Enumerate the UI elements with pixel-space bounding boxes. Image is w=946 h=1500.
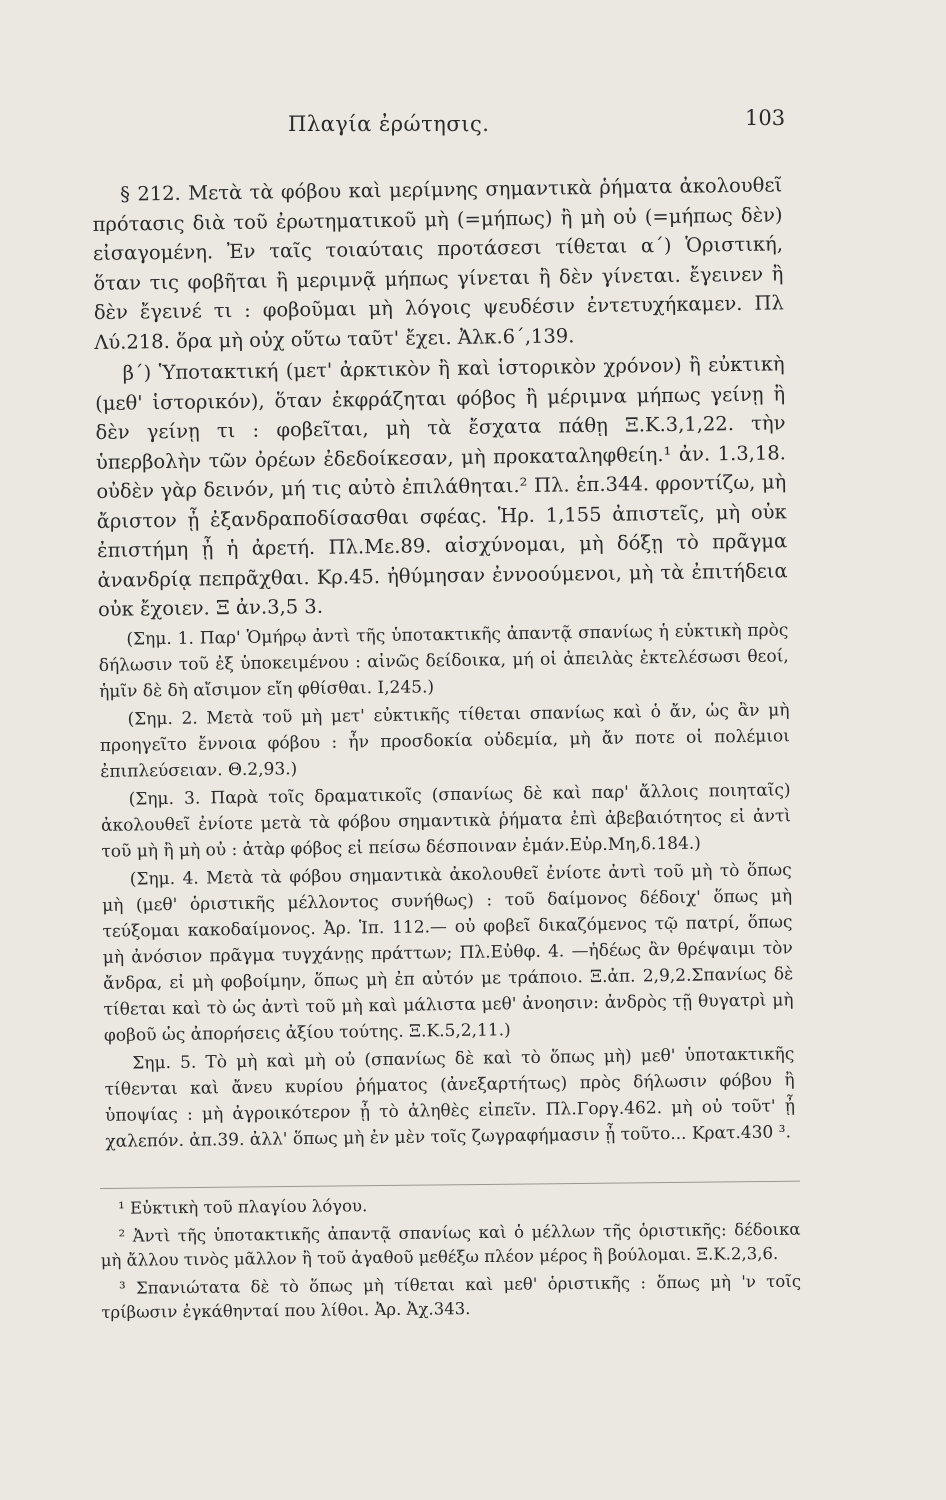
remark-4: (Σημ. 4. Μετὰ τὰ φόβου σημαντικὰ ἀκολουθεῖ ἐνίοτε ἀντὶ τοῦ μὴ τὸ ὅπως μὴ (μεθ' ὁριστικῆς μέλλοντος συνήθως) : τοῦ δαίμονος δέδοιχ' ὅπως μὴ τεύξομαι κακοδαίμονος. Ἀρ. Ἱπ. 112.— οὐ φοβεῖ δικαζόμενος τῷ πατρί, ὅπως μὴ ἀνόσιον πρᾶγμα τυγχάνῃς πράττων; Πλ.Εὐθφ. 4. —ἠδέως ἂν θρέψαιμι τὸν ἄνδρα, εἰ μὴ φοβοίμην, ὅπως μὴ ἐπ αὐτόν με τράποιο. Ξ.ἀπ. 2,9,2.Σπανίως δὲ τίθεται καὶ τὸ ὡς ἀντὶ τοῦ μὴ καὶ μάλιστα μεθ' ἀνοησιν: ἀνδρὸς τῇ θυγατρὶ μὴ φοβοῦ ὡς ἀπορήσεις ἀξίου τούτης. Ξ.Κ.5,2,11.) xyxy=(101,859,794,1046)
remarks xyxy=(98,617,795,1155)
footnotes xyxy=(100,1181,801,1329)
remark-2: (Σημ. 2. Μετὰ τοῦ μὴ μετ' εὐκτικῆς τίθεται σπανίως καὶ ὁ ἄν, ὡς ἂν μὴ προηγεῖτο ἔννοια φόβου : ἦν προσδοκία οὐδεμία, μὴ ἄν ποτε οἱ πολέμιοι ἐπιπλεύσειαν. Θ.2,93.) xyxy=(99,699,790,782)
paragraph-212: § 212. Μετὰ τὰ φόβου καὶ μερίμνης σημαντικὰ ῥήματα ἀκολουθεῖ πρότασις διὰ τοῦ ἐρωτηματικοῦ μὴ (=μήπως) ἢ μὴ οὐ (=μήπως δὲν) εἰσαγομένη. Ἐν ταῖς τοιαύταις προτάσεσι τίθεται α΄) Ὁριστική, ὅταν τις φοβῆται ἢ μεριμνᾷ μήπως γίνεται ἢ δὲν γίνεται. ἔγεινεν ἢ δὲν ἔγεινέ τι : φοβοῦμαι μὴ λόγοις ψευδέσιν ἐντετυχήκαμεν. Πλ Λύ.218. ὅρα μὴ οὐχ οὕτω ταῦτ' ἔχει. Ἀλκ.6΄,139. xyxy=(92,173,784,354)
remark-1: (Σημ. 1. Παρ' Ὁμήρῳ ἀντὶ τῆς ὑποτακτικῆς ἀπαντᾷ σπανίως ἡ εὐκτικὴ πρὸς δήλωσιν τοῦ ἐξ ὑποκειμένου : αἰνῶς δείδοικα, μή οἱ ἀπειλὰς ἐκτελέσωσι θεοί, ἡμῖν δὲ δὴ αἴσιμον εἴη φθίσθαι. Ι,245.) xyxy=(98,619,789,702)
remark-5: Σημ. 5. Τὸ μὴ καὶ μὴ οὐ (σπανίως δὲ καὶ τὸ ὅπως μὴ) μεθ' ὑποτακτικῆς τίθενται καὶ ἄνευ κυρίου ῥήματος (ἀνεξαρτήτως) πρὸς δήλωσιν φόβου ἢ ὑποψίας : μὴ ἀγροικότερον ᾖ τὸ ἀληθὲς εἰπεῖν. Πλ.Γοργ.462. μὴ οὐ τοῦτ' ᾖ χαλεπόν. ἀπ.39. ἀλλ' ὅπως μὴ ἐν μὲν τοῖς ζωγραφήμασιν ᾖ τοῦτο... Κρατ.430 ³. xyxy=(104,1043,796,1152)
main-text xyxy=(92,170,796,1156)
page-number: 103 xyxy=(745,106,786,130)
footnote-1: ¹ Εὐκτικὴ τοῦ πλαγίου λόγου. xyxy=(118,1196,368,1218)
paragraph-b: β΄) Ὑποτακτική (μετ' ἀρκτικὸν ἢ καὶ ἱστορικὸν χρόνον) ἢ εὐκτικὴ (μεθ' ἱστορικόν), ὅταν ἐκφράζηται φόβος ἢ μέριμνα μήπως γείνῃ ἢ δὲν γείνῃ τι : φοβεῖται, μὴ τὰ ἔσχατα πάθῃ Ξ.Κ.3,1,22. τὴν ὑπερβολὴν τῶν ὀρέων ἐδεδοίκεσαν, μὴ προκαταληφθείη.¹ ἀν. 1.3,18. οὐδὲν γὰρ δεινόν, μή τις αὐτὸ ἐπιλάθηται.² Πλ. ἐπ.344. φροντίζω, μὴ ἄριστον ᾖ ἐξανδραποδίσασθαι σφέας. Ἡρ. 1,155 ἀπιστεῖς, μὴ οὐκ ἐπιστήμη ᾖ ἡ ἀρετή. Πλ.Με.89. αἰσχύνομαι, μὴ δόξῃ τὸ πρᾶγμα ἀνανδρίᾳ πεπρᾶχθαι. Κρ.45. ἠθύμησαν ἐννοούμενοι, μὴ τὰ ἐπιτήδεια οὐκ ἔχοιεν. Ξ ἀν.3,5 3. xyxy=(94,352,788,621)
remark-3: (Σημ. 3. Παρὰ τοῖς δραματικοῖς (σπανίως δὲ καὶ παρ' ἄλλοις ποιηταῖς) ἀκολουθεῖ ἐνίοτε μετὰ τὰ φόβου σημαντικὰ ῥήματα ἐπὶ ἀβεβαιότητος εἰ ἀντὶ τοῦ μὴ ἢ μὴ οὐ : ἀτὰρ φόβος εἰ πείσω δέσποιναν ἐμάν.Εὐρ.Μη,δ.184.) xyxy=(100,779,792,862)
running-title: Πλαγία ἐρώτησις. xyxy=(288,112,490,136)
page-header xyxy=(0,106,946,152)
footnote-3: ³ Σπανιώτατα δὲ τὸ ὅπως μὴ τίθεται καὶ μεθ' ὁριστικῆς : ὅπως μὴ 'ν τοῖς τρίβωσιν ἐγκάθηνταί που λίθοι. Ἀρ. Ἀχ.343. xyxy=(101,1271,802,1322)
footnote-2: ² Ἀντὶ τῆς ὑποτακτικῆς ἀπαντᾷ σπανίως καὶ ὁ μέλλων τῆς ὁριστικῆς: δέδοικα μὴ ἄλλου τινὸς μᾶλλον ἢ τοῦ ἀγαθοῦ μεθέξω πλέον μέρος ἢ βούλομαι. Ξ.Κ.2,3,6. xyxy=(100,1219,801,1270)
